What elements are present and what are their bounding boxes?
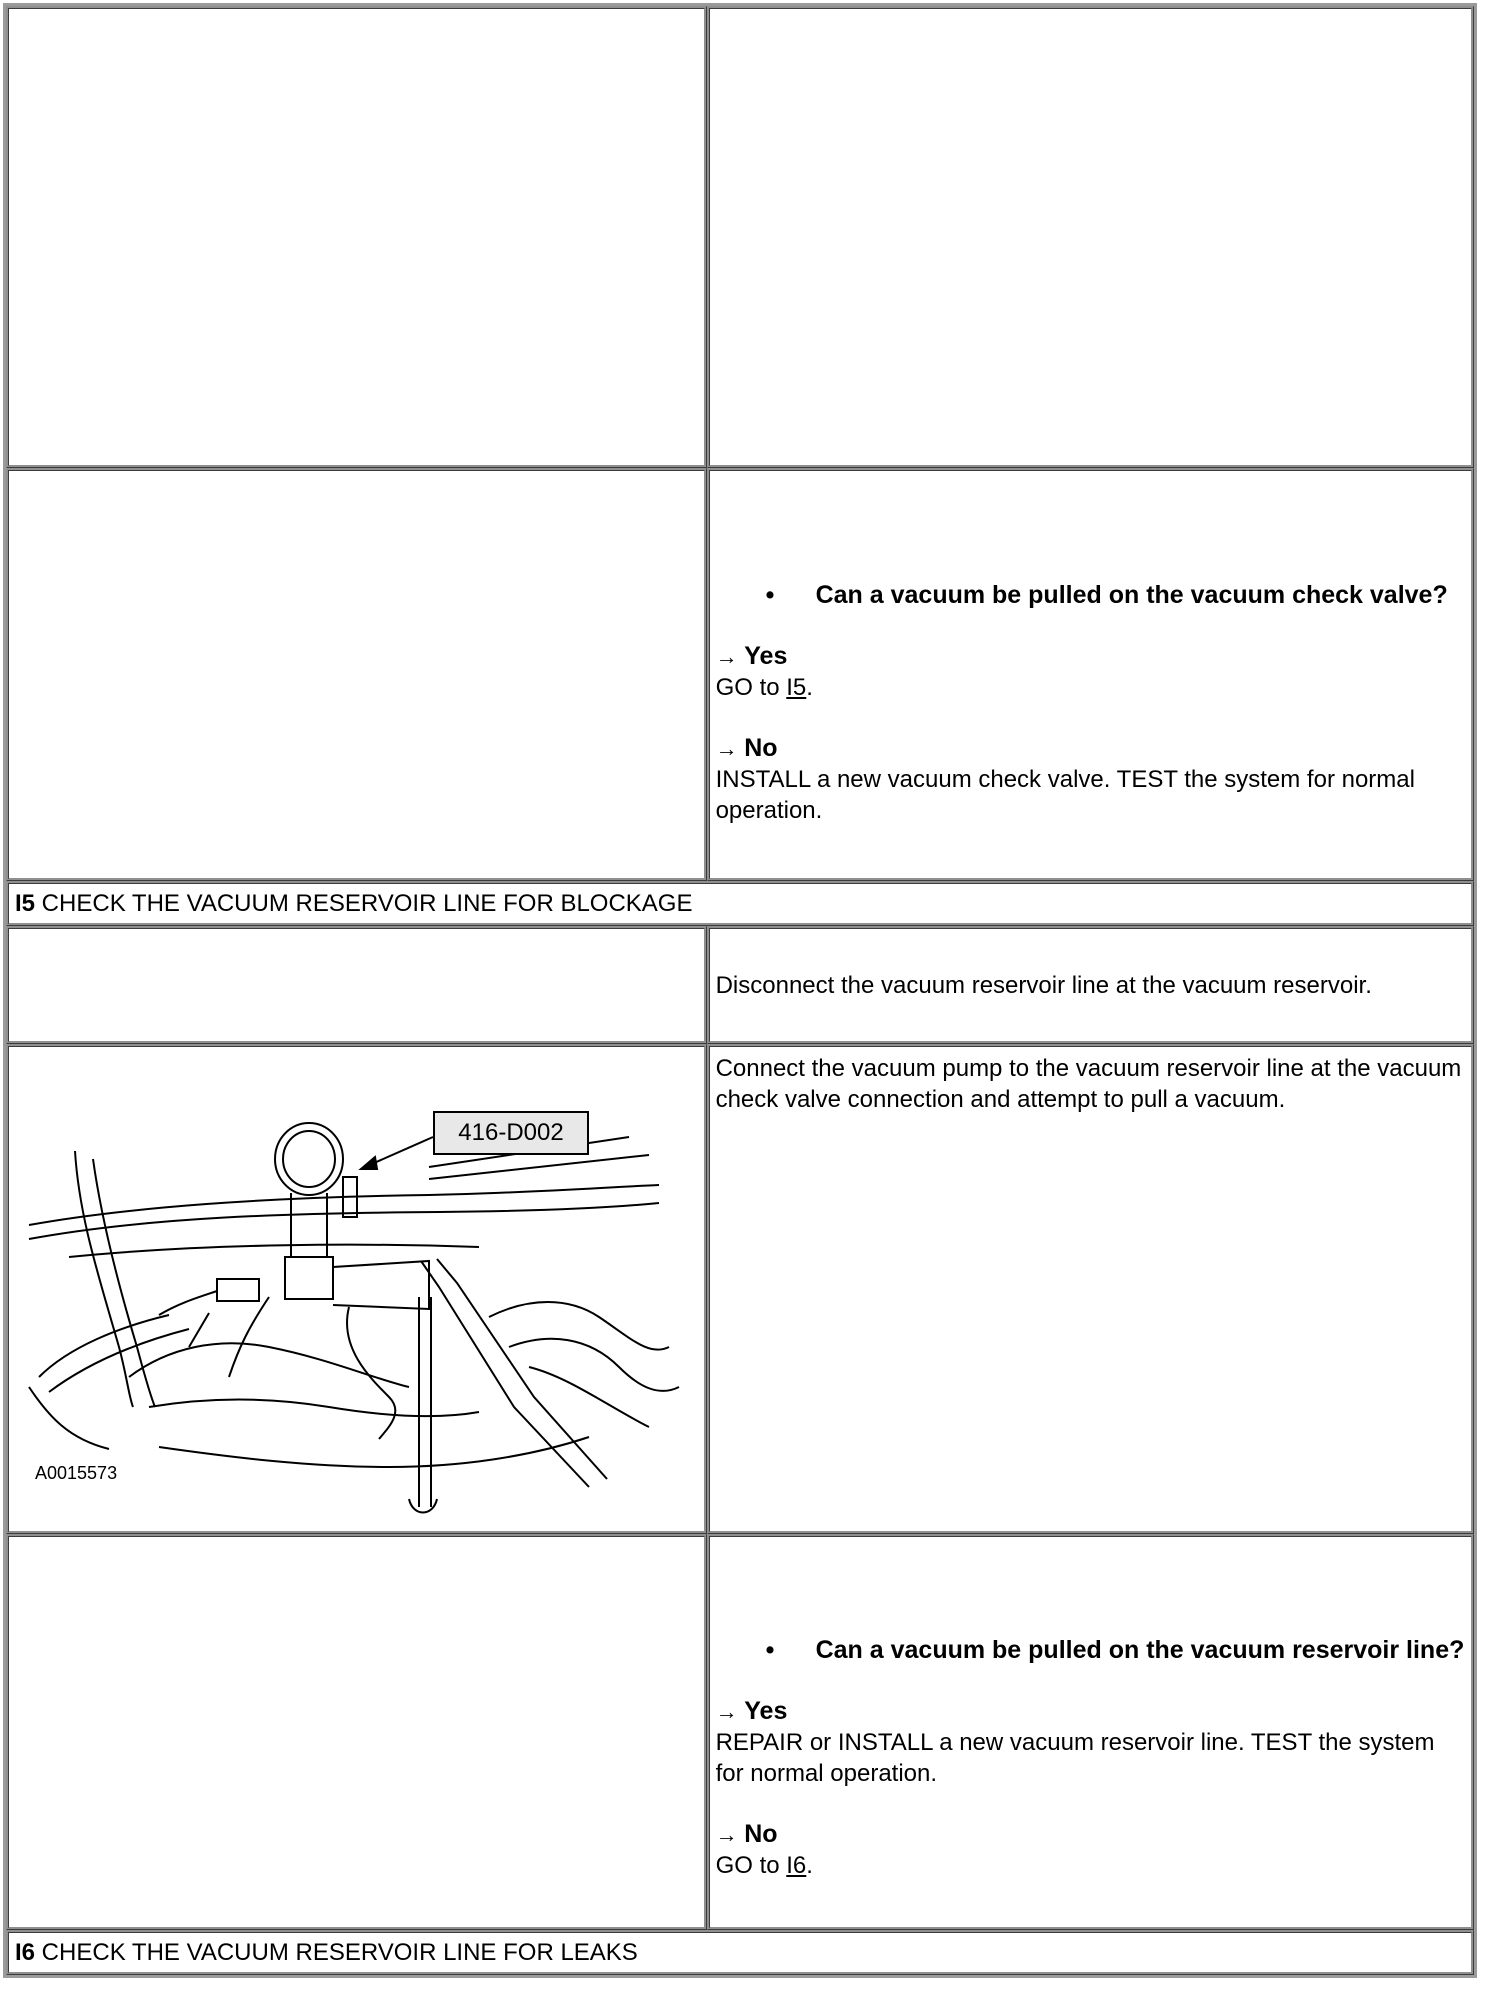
yes-text-end: . xyxy=(806,674,813,701)
procedure-table-frame xyxy=(3,3,1477,1996)
figure-id: A0015573 xyxy=(35,1463,118,1483)
question-cell-reservoir-line xyxy=(707,1534,1474,1930)
table-row xyxy=(6,926,1474,1044)
instruction-cell xyxy=(707,1044,1474,1534)
empty-cell xyxy=(6,926,707,1044)
empty-cell xyxy=(6,1534,707,1930)
no-label: No xyxy=(744,1819,778,1848)
procedure-table xyxy=(3,3,1477,1978)
table-row xyxy=(6,6,1474,468)
bullet-icon: • xyxy=(765,1635,775,1664)
step-title: CHECK THE VACUUM RESERVOIR LINE FOR BLOCKAGE xyxy=(35,890,693,917)
step-title: CHECK THE VACUUM RESERVOIR LINE FOR LEAKS xyxy=(35,1939,638,1966)
step-id: I5 xyxy=(15,890,36,917)
no-label: No xyxy=(744,734,778,762)
question-item xyxy=(716,579,1465,611)
table-row xyxy=(6,1044,1474,1534)
table-row xyxy=(6,1930,1474,1975)
table-row xyxy=(6,881,1474,926)
arrow-right-icon: → xyxy=(715,644,738,669)
no-text: INSTALL a new vacuum check valve. TEST the system for normal operation. xyxy=(715,766,1415,824)
yes-text: REPAIR or INSTALL a new vacuum reservoir line. TEST the system for normal operation. xyxy=(715,1728,1435,1787)
vacuum-pump-drawing xyxy=(9,1047,699,1517)
table-row xyxy=(6,468,1474,881)
yes-label: Yes xyxy=(744,1696,788,1725)
answer-no xyxy=(716,733,1465,826)
empty-cell xyxy=(707,6,1474,468)
question-text: Can a vacuum be pulled on the vacuum check valve? xyxy=(815,581,1448,609)
arrow-right-icon: → xyxy=(715,736,738,761)
empty-cell xyxy=(6,468,707,881)
no-text-end: . xyxy=(806,1851,813,1879)
answer-yes xyxy=(716,641,1465,703)
step-heading-i5 xyxy=(6,881,1474,926)
question-item xyxy=(716,1634,1465,1666)
table-row xyxy=(6,1534,1474,1930)
yes-text: GO to xyxy=(715,674,787,701)
tool-callout-label: 416-D002 xyxy=(433,1111,589,1155)
no-text: GO to xyxy=(715,1851,787,1879)
arrow-right-icon: → xyxy=(715,1821,738,1847)
question-cell-check-valve xyxy=(707,468,1474,881)
yes-label: Yes xyxy=(744,642,788,670)
link-i6[interactable]: I6 xyxy=(786,1851,807,1879)
instruction-cell xyxy=(707,926,1474,1044)
link-i5[interactable]: I5 xyxy=(786,674,807,701)
instruction-text: Connect the vacuum pump to the vacuum reservoir line at the vacuum check valve connection and attempt to pull a vacuum. xyxy=(715,1055,1462,1113)
step-heading-i6 xyxy=(6,1930,1474,1975)
step-id: I6 xyxy=(15,1939,36,1966)
bullet-icon: • xyxy=(765,581,775,609)
arrow-right-icon: → xyxy=(715,1698,738,1724)
figure-cell xyxy=(6,1044,707,1534)
answer-no xyxy=(716,1819,1465,1881)
vacuum-pump-illustration xyxy=(9,1047,699,1507)
question-text: Can a vacuum be pulled on the vacuum reservoir line? xyxy=(815,1635,1465,1664)
instruction-text: Disconnect the vacuum reservoir line at the vacuum reservoir. xyxy=(715,971,1372,999)
empty-cell xyxy=(6,6,707,468)
answer-yes xyxy=(716,1696,1465,1789)
